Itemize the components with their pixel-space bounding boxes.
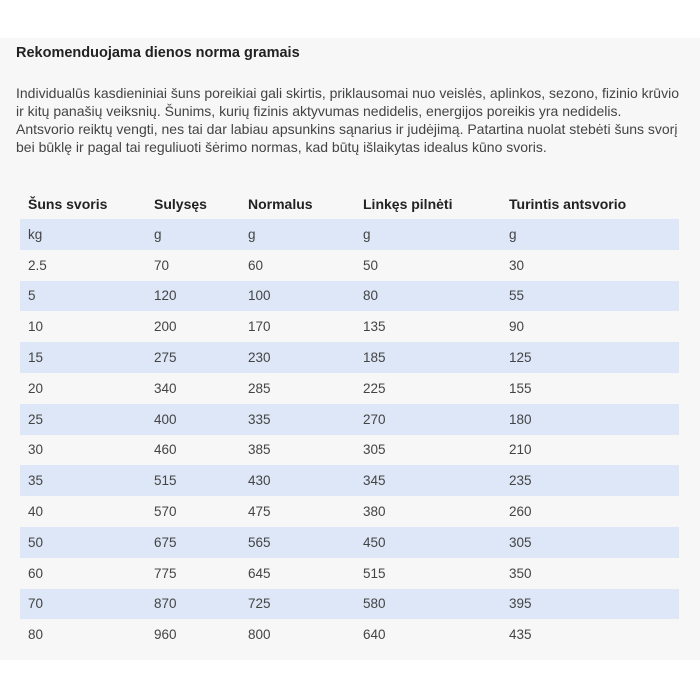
intro-line: bei būklę ir pagal tai reguliuoti šėrimo normas, kad būtų išlaikytas idealus kūno svoris. [16,139,547,155]
intro-line: ir kitų panašių veiksnių. Šunims, kurių fizinis aktyvumas nedidelis, energijos poreikis yra nedidelis. [16,103,622,119]
unit-cell: g [146,219,240,250]
table-cell: 15 [20,342,146,373]
header-underweight: Sulysęs [154,195,207,212]
table-cell: 260 [501,496,679,527]
table-cell: 50 [355,250,501,281]
table-cell: 55 [501,281,679,312]
table-cell: 960 [146,619,240,650]
table-cell: 80 [20,619,146,650]
table-row [20,496,679,527]
table-cell: 275 [146,342,240,373]
table-row [20,342,679,373]
table-row [20,435,679,466]
table-cell: 80 [355,281,501,312]
table-cell: 100 [240,281,355,312]
table-cell: 2.5 [20,250,146,281]
header-weight: Šuns svoris [28,195,108,212]
table-cell: 230 [240,342,355,373]
table-cell: 395 [501,589,679,620]
table-cell: 10 [20,311,146,342]
table-cell: 305 [501,527,679,558]
table-cell: 570 [146,496,240,527]
table-cell: 435 [501,619,679,650]
table-cell: 285 [240,373,355,404]
header-prone-to-gain: Linkęs pilnėti [363,195,453,212]
table-cell: 225 [355,373,501,404]
table-cell: 350 [501,558,679,589]
table-cell: 210 [501,435,679,466]
table-cell: 645 [240,558,355,589]
table-cell: 135 [355,311,501,342]
table-header-row [20,188,679,219]
table-cell: 270 [355,404,501,435]
unit-cell: g [355,219,501,250]
table-cell: 30 [501,250,679,281]
table-cell: 70 [146,250,240,281]
table-cell: 460 [146,435,240,466]
table-cell: 60 [240,250,355,281]
table-cell: 565 [240,527,355,558]
table-cell: 120 [146,281,240,312]
table-row [20,558,679,589]
table-cell: 340 [146,373,240,404]
table-cell: 25 [20,404,146,435]
table-cell: 200 [146,311,240,342]
table-cell: 450 [355,527,501,558]
table-cell: 20 [20,373,146,404]
table-cell: 180 [501,404,679,435]
table-row [20,465,679,496]
table-cell: 380 [355,496,501,527]
intro-text [16,84,684,156]
header-normal: Normalus [248,195,313,212]
intro-line: Antsvorio reiktų vengti, nes tai dar labiau apsunkins sąnarius ir judėjimą. Patartina nuolat stebėti šuns svorį [16,121,678,137]
table-row [20,373,679,404]
table-cell: 385 [240,435,355,466]
table-row [20,619,679,650]
table-row [20,250,679,281]
table-cell: 60 [20,558,146,589]
header-overweight: Turintis antsvorio [509,195,627,212]
page-title: Rekomenduojama dienos norma gramais [16,45,300,61]
table-cell: 305 [355,435,501,466]
table-cell: 125 [501,342,679,373]
table-cell: 725 [240,589,355,620]
table-cell: 675 [146,527,240,558]
table-cell: 400 [146,404,240,435]
table-cell: 580 [355,589,501,620]
table-cell: 5 [20,281,146,312]
table-cell: 235 [501,465,679,496]
table-cell: 50 [20,527,146,558]
unit-cell: kg [20,219,146,250]
table-row [20,527,679,558]
units-row [20,219,679,250]
table-cell: 155 [501,373,679,404]
table-row [20,281,679,312]
table-cell: 430 [240,465,355,496]
table-cell: 475 [240,496,355,527]
table-cell: 185 [355,342,501,373]
table-cell: 775 [146,558,240,589]
unit-cell: g [501,219,679,250]
table-cell: 640 [355,619,501,650]
table-cell: 335 [240,404,355,435]
table-cell: 40 [20,496,146,527]
table-body [20,219,679,650]
table-row [20,311,679,342]
table-cell: 345 [355,465,501,496]
unit-cell: g [240,219,355,250]
intro-line: Individualūs kasdieniniai šuns poreikiai gali skirtis, priklausomai nuo veislės, aplinkos, sezono, fizinio krūvio [16,85,679,101]
table-cell: 870 [146,589,240,620]
table-cell: 35 [20,465,146,496]
table-cell: 800 [240,619,355,650]
feeding-norms-table [20,188,679,650]
table-cell: 30 [20,435,146,466]
table-cell: 170 [240,311,355,342]
table-cell: 515 [355,558,501,589]
table-cell: 515 [146,465,240,496]
table-cell: 70 [20,589,146,620]
table-row [20,589,679,620]
table-row [20,404,679,435]
table-cell: 90 [501,311,679,342]
